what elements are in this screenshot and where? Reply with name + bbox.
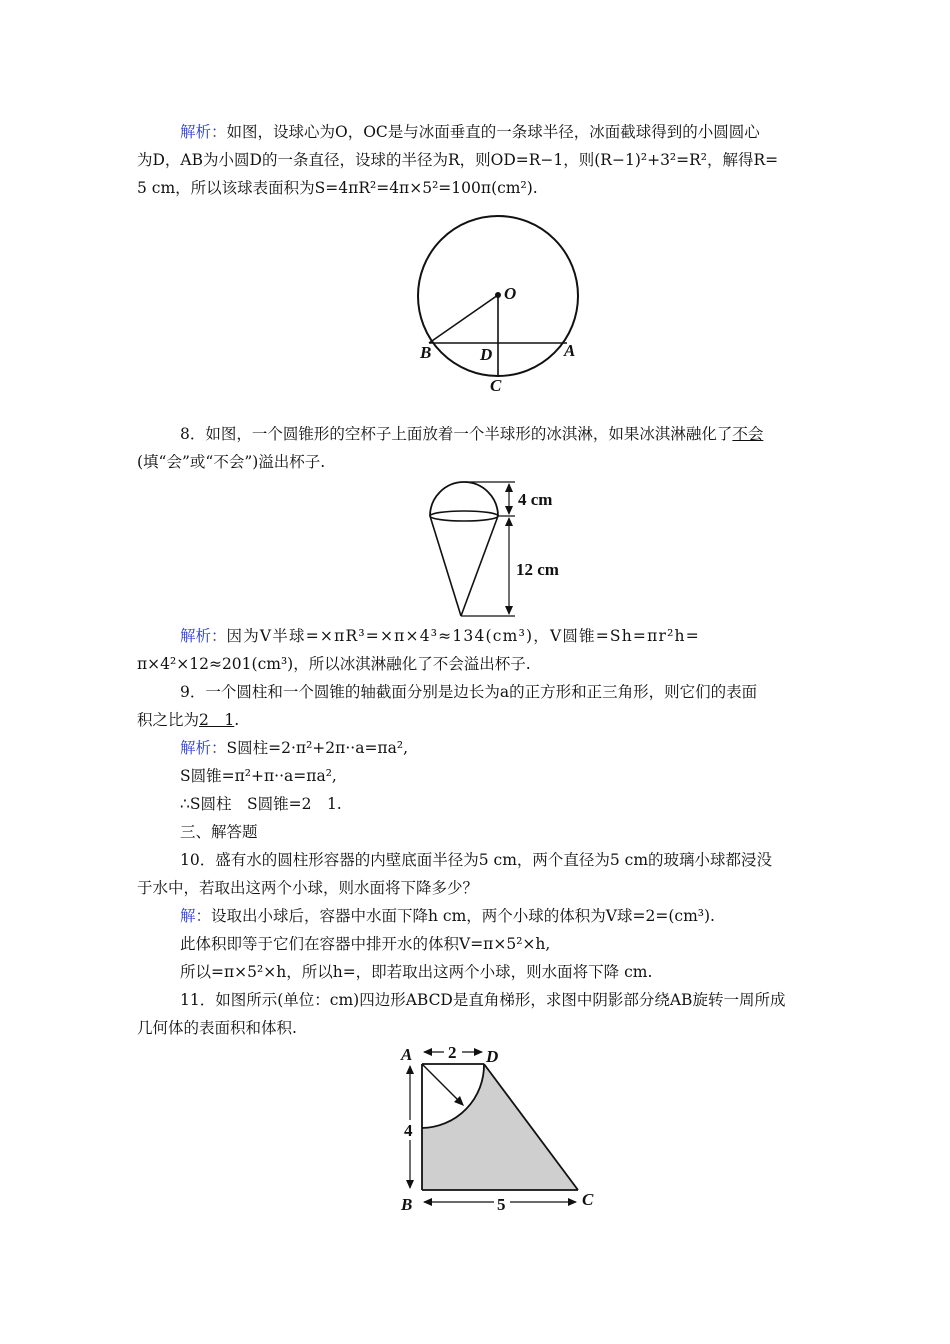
cone-right-side bbox=[461, 516, 498, 616]
shaded-region bbox=[422, 1064, 578, 1190]
label-c: C bbox=[582, 1190, 594, 1209]
section-heading: 三、解答题 bbox=[180, 823, 258, 841]
analysis-label: 解析： bbox=[180, 123, 227, 141]
cone-figure bbox=[425, 480, 575, 622]
a10-line-3: 所以=π×5²×h，所以h=，即若取出这两个小球，则水面将下降 cm. bbox=[180, 963, 653, 981]
dim-4: 4 bbox=[404, 1121, 413, 1140]
solution-label: 解： bbox=[180, 907, 212, 925]
a9-line-2: S圆锥=π²+π··a=πa², bbox=[180, 767, 337, 785]
label-d: D bbox=[480, 345, 493, 364]
trapezoid-figure bbox=[398, 1040, 608, 1220]
label-a: A bbox=[401, 1045, 413, 1064]
q8-line-2: (填“会”或“不会”)溢出杯子. bbox=[137, 453, 326, 471]
a10-line-2: 此体积即等于它们在容器中排开水的体积V=π×5²×h, bbox=[180, 935, 551, 953]
a10-text-1: 设取出小球后，容器中水面下降h cm，两个小球的体积为V球=2=(cm³). bbox=[211, 907, 715, 925]
q10-line-1: 10．盛有水的圆柱形容器的内壁底面半径为5 cm，两个直径为5 cm的玻璃小球都浸没 bbox=[180, 851, 773, 869]
q9-period: . bbox=[234, 711, 240, 729]
a8-line-1 bbox=[180, 625, 700, 647]
p7-text-1: 如图，设球心为O，OC是与冰面垂直的一条球半径，冰面截球得到的小圆圆心 bbox=[226, 123, 760, 141]
a9-line-1 bbox=[180, 737, 408, 759]
q8-answer: 不会 bbox=[732, 425, 764, 443]
radius-line bbox=[422, 1064, 461, 1103]
center-point bbox=[495, 292, 501, 298]
a9-s1: S圆柱=2·π²+2π··a=πa², bbox=[226, 739, 408, 757]
p7-line-2: 为D，AB为小圆D的一条直径，设球的半径为R，则OD=R−1，则(R−1)²+3²=R²，解得R= bbox=[137, 151, 779, 169]
q8-text-1: 8．如图，一个圆锥形的空杯子上面放着一个半球形的冰淇淋，如果冰淇淋融化了 bbox=[180, 425, 733, 443]
label-o: O bbox=[504, 284, 517, 303]
q9-answer: 2 1 bbox=[199, 711, 235, 729]
cone-rim bbox=[430, 511, 498, 521]
a9-line-3: ∴S圆柱 S圆锥=2 1. bbox=[180, 795, 342, 813]
dim-5: 5 bbox=[497, 1195, 506, 1214]
radius-ob bbox=[429, 295, 498, 343]
a8-text-1: 因为V半球=×πR³=×π×4³≈134(cm³)，V圆锥=Sh=πr²h= bbox=[226, 627, 700, 645]
q8-line-1 bbox=[180, 423, 763, 445]
p7-line-3: 5 cm，所以该球表面积为S=4πR²=4π×5²=100π(cm²). bbox=[137, 179, 538, 197]
a10-line-1 bbox=[180, 905, 715, 927]
label-a: A bbox=[564, 341, 576, 360]
a8-line-2: π×4²×12≈201(cm³)，所以冰淇淋融化了不会溢出杯子. bbox=[137, 655, 531, 673]
cone-left-side bbox=[430, 516, 461, 616]
analysis-label: 解析： bbox=[180, 627, 227, 645]
dim-4cm: 4 cm bbox=[518, 490, 553, 509]
q10-line-2: 于水中，若取出这两个小球，则水面将下降多少？ bbox=[137, 879, 479, 897]
sphere-figure bbox=[410, 210, 590, 400]
label-c: C bbox=[490, 376, 502, 395]
label-b: B bbox=[420, 343, 432, 362]
label-b: B bbox=[401, 1195, 413, 1214]
dim-2: 2 bbox=[448, 1043, 457, 1062]
q11-line-1: 11．如图所示(单位：cm)四边形ABCD是直角梯形，求图中阴影部分绕AB旋转一周所成 bbox=[180, 991, 786, 1009]
q9-text-2: 积之比为 bbox=[137, 711, 200, 729]
analysis-label: 解析： bbox=[180, 739, 227, 757]
q9-line-2 bbox=[137, 709, 239, 731]
p7-line-1 bbox=[180, 121, 760, 143]
dim-12cm: 12 cm bbox=[516, 560, 559, 579]
q11-line-2: 几何体的表面积和体积. bbox=[137, 1019, 297, 1037]
label-d: D bbox=[486, 1047, 499, 1066]
q9-line-1: 9．一个圆柱和一个圆锥的轴截面分别是边长为a的正方形和正三角形，则它们的表面 bbox=[180, 683, 758, 701]
